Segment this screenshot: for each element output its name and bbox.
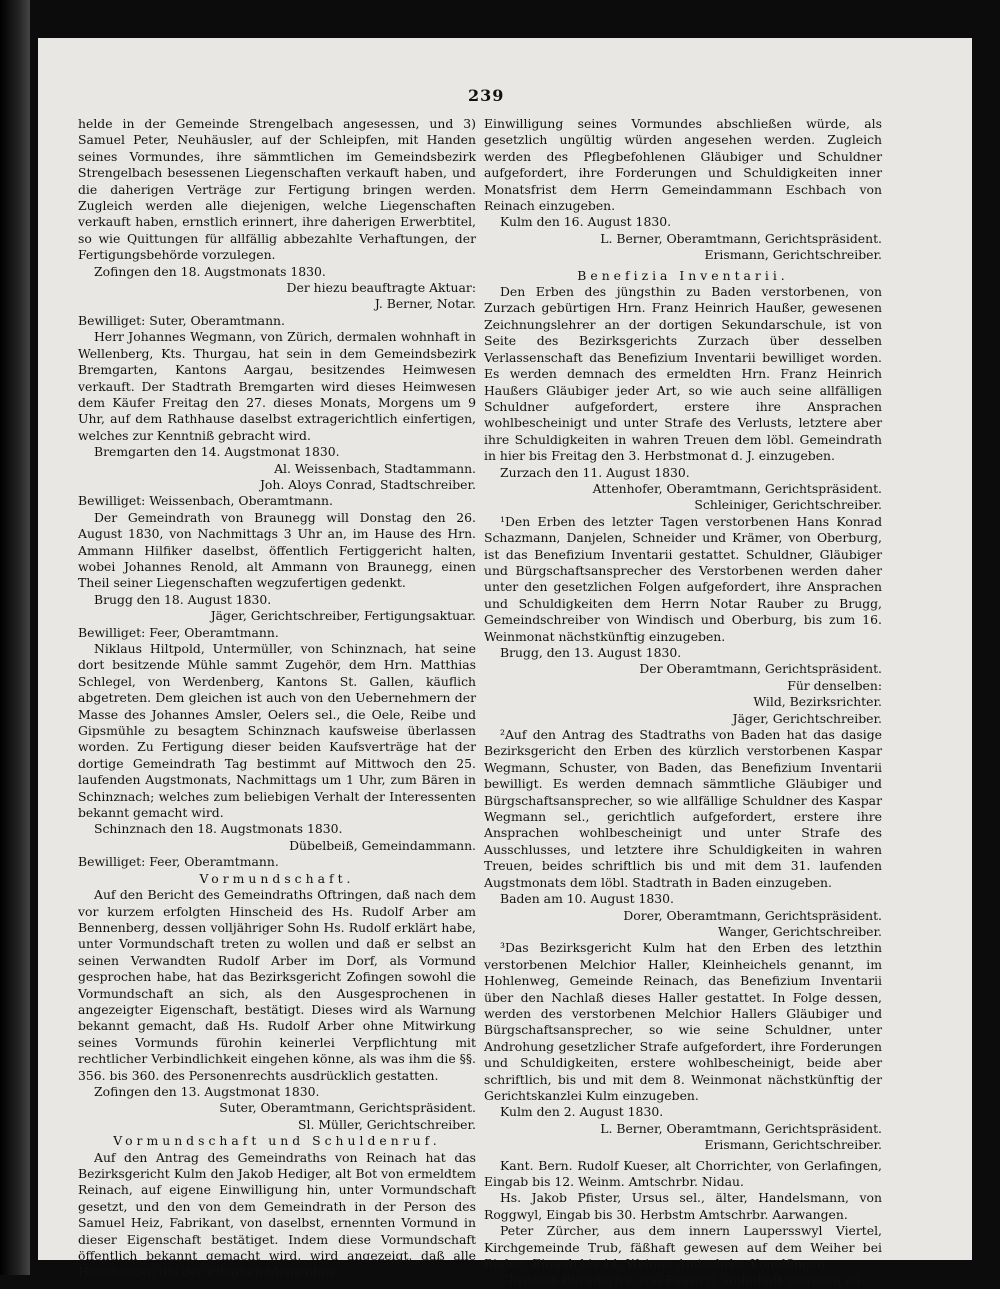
signature: Sl. Müller, Gerichtschreiber.: [298, 1116, 476, 1132]
signature: Joh. Aloys Conrad, Stadtschreiber.: [259, 476, 476, 492]
signature: Der Oberamtmann, Gerichtspräsident.: [639, 661, 882, 677]
approval-line: Bewilliget: Weissenbach, Oberamtmann.: [78, 493, 333, 509]
notice-continued: Einwilligung seines Vormundes abschließen würde, als gesetzlich ungültig würden angesehen werden. Zugleich werden des Pflegbefohlenen Gläubiger und Schuldner aufgefordert, ihre Forderungen und Schuldigkeiten inner Monatsfrist dem Herrn Gemeindammann Eschbach von Reinach einzugeben.: [484, 116, 882, 214]
notice-wegmann-kaspar: ²Auf den Antrag des Stadtraths von Baden hat das dasige Bezirksgericht den Erben des kürzlich verstorbenen Kaspar Wegmann, Schuster, von Baden, das Benefizium Inventarii bewilligt. Es werden demnach sämmtliche Gläubiger und Bürgschaftsansprecher, so wie allfällige Schuldner des Kaspar Wegmann sel., gerichtlich aufgefordert, erstere ihre Ansprachen wohlbescheinigt und unter Strafe des Ausschlusses, und letztere ihre Schuldigkeiten in wahren Treuen, beides schriftlich bis und mit dem 31. laufenden Augstmonats dem löbl. Stadtrath in Baden einzugeben.: [484, 727, 882, 890]
signature: J. Berner, Notar.: [374, 296, 476, 312]
approval-line: Bewilliget: Suter, Oberamtmann.: [78, 312, 285, 328]
signature: Wanger, Gerichtschreiber.: [717, 923, 882, 939]
section-heading: Vormundschaft.: [199, 870, 355, 886]
notice-strengelbach: helde in der Gemeinde Strengelbach angesessen, und 3) Samuel Peter, Neuhäusler, auf der Schleipfen, mit Handen seines Vormundes, ihre sämmtlichen im Gemeindsbezirk Strengelbach besessenen Liegenschaften verkauft haben, und die daherigen Verträge zur Fertigung bringen werden. Zugleich werden alle diejenigen, welche Liegenschaften verkauft haben, ernstlich erinnert, ihre daherigen Erwerbtitel, so wie Quittungen für allfällig abbezahlte Verhaftungen, der Fertigungsbehörde vorzulegen.: [78, 116, 476, 263]
notice-schazmann: ¹Den Erben des letzter Tagen verstorbenen Hans Konrad Schazmann, Danjelen, Schneider und Krämer, von Oberburg, ist das Benefizium Inventarii gestattet. Schuldner, Gläubiger und Bürgschaftsansprecher des Verstorbenen werden daher unter den gesetzlichen Folgen aufgefordert, ihre Ansprachen und Schuldigkeiten dem Herrn Notar Rauber zu Brugg, Gemeindschreiber von Windisch und Oberburg, bis zum 16. Weinmonat nächstkünftig einzugeben.: [484, 513, 882, 644]
dateline: Schinznach den 18. Augstmonats 1830.: [94, 821, 343, 837]
listing-zuercher: Peter Zürcher, aus dem innern Laupersswyl Viertel, Kirchgemeinde Trub, fäßhaft gewesen auf dem Weiher bei Biglen, Eingab bis 14. Weinm. Amtschrbr. Konolfingen.: [484, 1223, 882, 1272]
dateline: Kulm den 16. August 1830.: [500, 214, 672, 230]
listing-pfister: Hs. Jakob Pfister, Ursus sel., älter, Handelsmann, von Roggwyl, Eingab bis 30. Herbstm Amtschrbr. Aarwangen.: [484, 1190, 882, 1222]
dateline: Baden am 10. August 1830.: [500, 891, 674, 907]
approval-line: Bewilliget: Feer, Oberamtmann.: [78, 854, 279, 870]
scan-border: [0, 0, 30, 1275]
dateline: Kulm den 2. August 1830.: [500, 1104, 664, 1120]
right-column: [484, 116, 882, 1289]
left-column: [78, 116, 476, 1281]
notice-haller: ³Das Bezirksgericht Kulm hat den Erben des letzthin verstorbenen Melchior Haller, Kleinheichels genannt, im Hohlenweg, Gemeinde Reinach, das Benefizium Inventarii über den Nachlaß dieses Haller gestattet. In Folge dessen, werden des verstorbenen Melchior Hallers Gläubiger und Bürgschaftsansprecher, so wie seine Schuldner, unter Androhung gesetzlicher Strafe aufgefordert, ihre Forderungen und Schuldigkeiten, erstere wohlbescheinigt, beide aber schriftlich, bis und mit dem 8. Weinmonat nächstkünftig der Gerichtskanzlei Kulm einzugeben.: [484, 940, 882, 1103]
signature: L. Berner, Oberamtmann, Gerichtspräsident.: [600, 1120, 882, 1136]
signature: Für denselben:: [787, 677, 882, 693]
dateline: Brugg, den 13. August 1830.: [500, 645, 682, 660]
signature: Jäger, Gerichtschreiber.: [732, 710, 882, 726]
notice-hediger: Auf den Antrag des Gemeindraths von Reinach hat das Bezirksgericht Kulm den Jakob Hediger, alt Bot von ermeldtem Reinach, auf eigene Einwilligung hin, unter Vormundschaft gesetzt, und den von dem Gemeindrath in der Person des Samuel Heiz, Fabrikant, von daselbst, ernennten Vormund in dieser Eigenschaft bestätiget. Indem diese Vormundschaft öffentlich bekannt gemacht wird, wird angezeigt, daß alle Handlungen die der Pflegbefohlene ohne: [78, 1149, 476, 1280]
signature: Schleiniger, Gerichtschreiber.: [694, 497, 882, 513]
newspaper-page: [38, 38, 972, 1288]
dateline: Zofingen den 18. Augstmonats 1830.: [94, 263, 326, 279]
signature: Wild, Bezirksrichter.: [753, 694, 882, 710]
signature: Dübelbeiß, Gemeindammann.: [289, 837, 476, 853]
section-heading: Benefizia Inventarii.: [577, 267, 789, 283]
signature: L. Berner, Oberamtmann, Gerichtspräsident.: [600, 230, 882, 246]
signature: Attenhofer, Oberamtmann, Gerichtspräsident.: [592, 480, 882, 496]
dateline: Bremgarten den 14. Augstmonat 1830.: [94, 444, 340, 460]
dateline: Brugg den 18. August 1830.: [94, 591, 272, 607]
dateline: Zofingen den 13. Augstmonat 1830.: [94, 1083, 320, 1099]
notice-hausser: Den Erben des jüngsthin zu Baden verstorbenen, von Zurzach gebürtigen Hrn. Franz Heinrich Haußer, gewesenen Zeichnungslehrer an der dortigen Sekundarschule, ist von Seite des Bezirksgerichts Zurzach über desselben Verlassenschaft das Benefizium Inventarii bewilliget worden. Es werden demnach des ermeldten Hrn. Franz Heinrich Haußers Gläubiger jeder Art, so wie auch seine allfälligen Schuldner aufgefordert, erstere ihre Ansprachen wohlbescheinigt und unter Strafe des Verlusts, letztere aber ihre Schuldigkeiten in wahren Treuen dem löbl. Gemeindrath in hier bis Freitag den 3. Herbstmonat d. J. einzugeben.: [484, 284, 882, 464]
page-number: 239: [468, 86, 505, 105]
approval-line: Bewilliget: Feer, Oberamtmann.: [78, 624, 279, 640]
listing-kueser: Kant. Bern. Rudolf Kueser, alt Chorrichter, von Gerlafingen, Eingab bis 12. Weinm. Amtschrbr. Nidau.: [484, 1157, 882, 1189]
signature: Der hiezu beauftragte Aktuar:: [286, 280, 476, 296]
signature: Al. Weissenbach, Stadtammann.: [274, 460, 476, 476]
notice-wegmann: Herr Johannes Wegmann, von Zürich, dermalen wohnhaft in Wellenberg, Kts. Thurgau, hat sein in dem Gemeindsbezirk Bremgarten, Kantons Aargau, besitzendes Heimwesen verkauft. Der Stadtrath Bremgarten wird dieses Heimwesen dem Käufer Freitag den 27. dieses Monats, Morgens um 9 Uhr, auf dem Rathhause daselbst extragerichtlich einfertigen, welches zur Kenntniß gebracht wird.: [78, 329, 476, 443]
signature: Dorer, Oberamtmann, Gerichtspräsident.: [623, 907, 882, 923]
notice-hiltpold: Niklaus Hiltpold, Untermüller, von Schinznach, hat seine dort besitzende Mühle sammt Zugehör, dem Hrn. Matthias Schlegel, von Werdenberg, Kantons St. Gallen, käuflich abgetreten. Dem gleichen ist auch von den Uebernehmern der Masse des Johannes Amsler, Oelers sel., die Oele, Reibe und Gipsmühle zu besagtem Schinznach kaufsweise überlassen worden. Zu Fertigung dieser beiden Kaufsverträge hat der dortige Gemeindrath Tag bestimmt auf Mittwoch den 25. laufenden Augstmonats, Nachmittags um 1 Uhr, zum Bären in Schinznach; welches zum beliebigen Verhalt der Interessenten bekannt gemacht wird.: [78, 641, 476, 821]
notice-arber: Auf den Bericht des Gemeindraths Oftringen, daß nach dem vor kurzem erfolgten Hinscheid des Hs. Rudolf Arber am Bennenberg, dessen volljähriger Sohn Hs. Rudolf erklärt habe, unter Vormundschaft treten zu wollen und daß er selbst an seinen Verwandten Rudolf Arber im Dorf, als Vormund gesprochen habe, hat das Bezirksgericht Zofingen sowohl die Vormundschaft an sich, als den Ausgesprochenen in angezeigter Eigenschaft, bestätigt. Dieses wird als Warnung bekannt gemacht, daß Hs. Rudolf Arber ohne Mitwirkung seines Vormunds fürohin keinerlei Verpflichtung mit rechtlicher Verbindlichkeit eingehen könne, als was ihm die §§. 356. bis 360. des Personenrechts ausdrücklich gestatten.: [78, 887, 476, 1083]
notice-braunegg: Der Gemeindrath von Braunegg will Donstag den 26. August 1830, von Nachmittags 3 Uhr an, im Hause des Hrn. Ammann Hilfiker daselbst, öffentlich Fertiggericht halten, wobei Johannes Renold, alt Ammann von Braunegg, einen Theil seiner Liegenschaften wegzufertigen gedenkt.: [78, 509, 476, 591]
signature: Suter, Oberamtmann, Gerichtspräsident.: [219, 1100, 476, 1116]
signature: Erismann, Gerichtschreiber.: [704, 247, 882, 263]
dateline: Zurzach den 11. August 1830.: [500, 464, 690, 480]
signature: Erismann, Gerichtschreiber.: [704, 1137, 882, 1153]
listing-burgdorfer: Christian Burgdorfer, von Eggiwyl, wohnhaft gewesen an: [500, 1272, 861, 1288]
signature: Jäger, Gerichtschreiber, Fertigungsaktuar.: [210, 608, 476, 624]
section-heading: Vormundschaft und Schuldenruf.: [113, 1133, 441, 1149]
